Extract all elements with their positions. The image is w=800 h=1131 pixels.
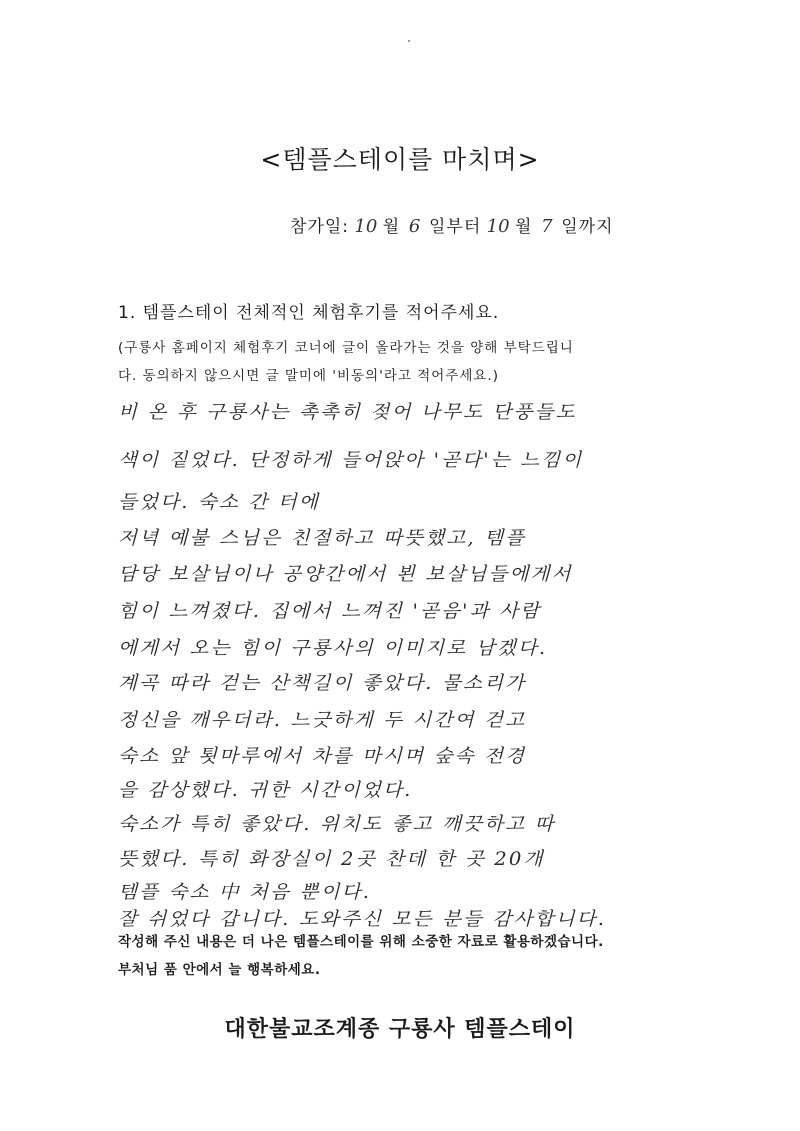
handwritten-line: 힘이 느껴졌다. 집에서 느껴진 '곧음'과 사람	[118, 601, 542, 622]
to-month-value: 10	[486, 216, 510, 237]
handwritten-line: 계곡 따라 걷는 산책길이 좋았다. 물소리가	[118, 673, 527, 694]
question-note-line: (구룡사 홈페이지 체험후기 코너에 글이 올라가는 것을 양해 부탁드립니	[118, 340, 574, 356]
month-unit: 월	[514, 217, 533, 237]
to-unit: 일까지	[561, 217, 614, 237]
footer-note: 작성해 주신 내용은 더 나은 템플스테이를 위해 소중한 자료로 활용하겠습니다.	[118, 934, 604, 950]
question-note-line: 다. 동의하지 않으시면 글 말미에 '비동의'라고 적어주세요.)	[118, 368, 499, 384]
handwritten-line: 을 감상했다. 귀한 시간이었다.	[118, 780, 413, 801]
handwritten-line: 템플 숙소 中 처음 뿐이다.	[118, 882, 372, 903]
month-unit: 월	[382, 217, 401, 237]
participation-label: 참가일:	[290, 217, 349, 237]
participation-dates	[290, 212, 614, 237]
handwritten-line: 담당 보살님이나 공양간에서 뵌 보살님들에게서	[118, 564, 573, 585]
handwritten-line: 비 온 후 구룡사는 촉촉히 젖어 나무도 단풍들도	[118, 402, 577, 423]
scan-speck	[408, 40, 410, 42]
handwritten-line: 뜻했다. 특히 화장실이 2곳 찬데 한 곳 20개	[118, 849, 545, 870]
handwritten-line: 숙소가 특히 좋았다. 위치도 좋고 깨끗하고 따	[118, 814, 556, 835]
from-month-value: 10	[354, 216, 378, 237]
handwritten-line: 저녁 예불 스님은 친절하고 따뜻했고, 템플	[118, 528, 527, 549]
handwritten-line: 숙소 앞 툇마루에서 차를 마시며 숲속 전경	[118, 746, 527, 767]
to-day-value: 7	[541, 216, 553, 237]
handwritten-line: 에게서 오는 힘이 구룡사의 이미지로 남겠다.	[118, 638, 548, 659]
from-day-value: 6	[408, 216, 421, 237]
handwritten-line: 잘 쉬었다 갑니다. 도와주신 모든 분들 감사합니다.	[118, 909, 607, 930]
footer-blessing: 부처님 품 안에서 늘 행복하세요.	[118, 962, 321, 978]
handwritten-line: 들었다. 숙소 간 터에	[118, 492, 320, 513]
handwritten-line: 색이 짙었다. 단정하게 들어앉아 '곧다'는 느낌이	[118, 450, 584, 471]
question-heading: 1. 템플스테이 전체적인 체험후기를 적어주세요.	[118, 303, 500, 323]
organization-name: 대한불교조계종 구룡사 템플스테이	[224, 1017, 576, 1042]
from-unit: 일부터	[428, 217, 482, 237]
handwritten-line: 정신을 깨우더라. 느긋하게 두 시간여 걷고	[118, 710, 527, 731]
page-title: <템플스테이를 마치며>	[260, 145, 540, 174]
